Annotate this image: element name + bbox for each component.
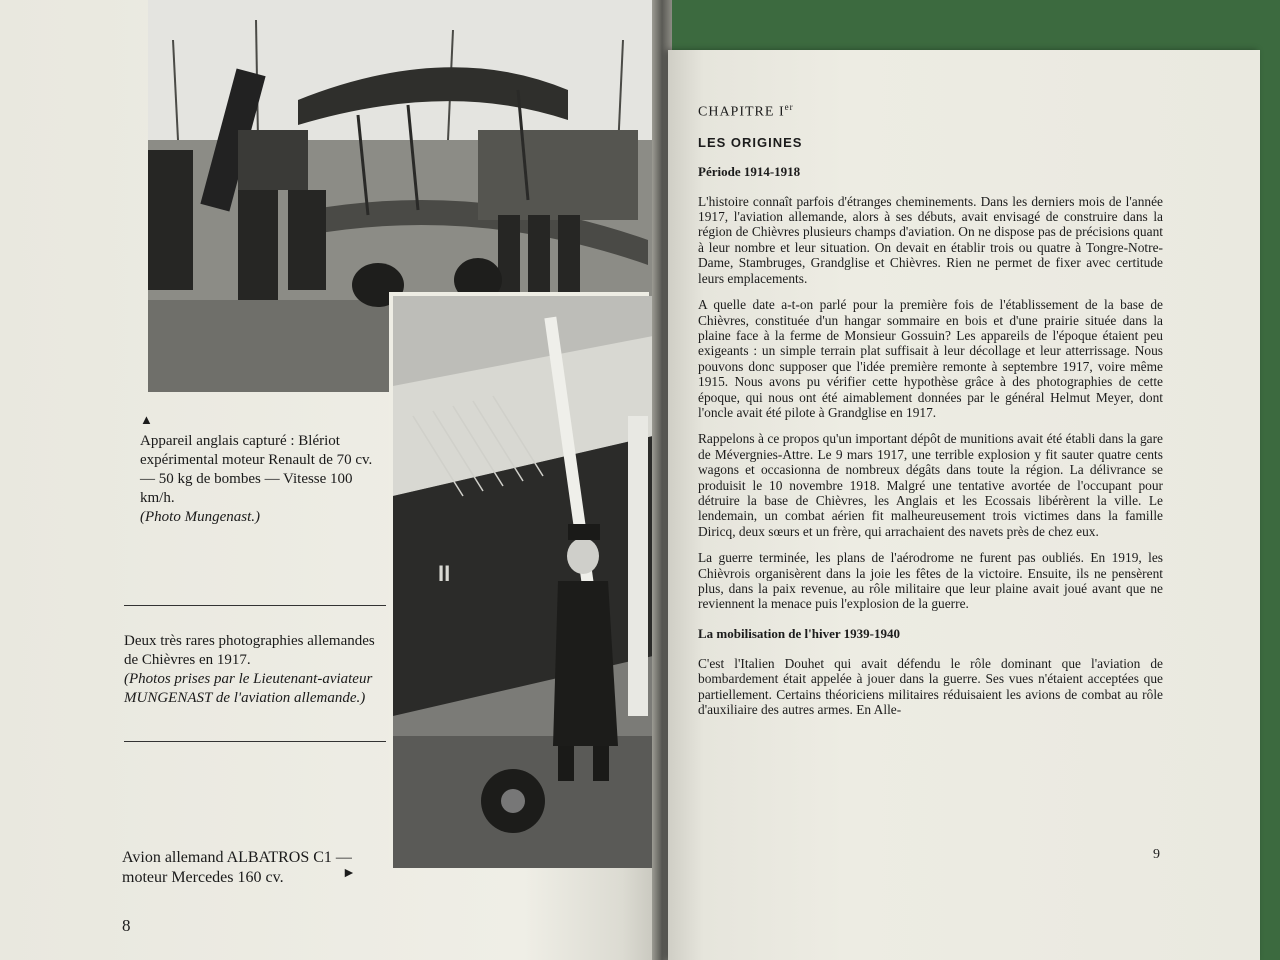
caption-rare-photographs-credit: (Photos prises par le Lieutenant-aviateur MUNGENAST de l'aviation allemande.)	[124, 671, 373, 706]
paragraph: C'est l'Italien Douhet qui avait défendu le rôle dominant que l'aviation de bombardement était appelée à jouer dans la guerre. Ses vues n'étaient acceptées que partiellement. Certains théoriciens militaires réduisaient les avions de combat au rôle d'auxiliaire des autres armes. En Alle-	[698, 655, 1163, 718]
paragraph: A quelle date a-t-on parlé pour la première fois de l'établissement de la base de Chièvres, constituée d'un hangar sommaire en bois et d'une prairie située dans la plaine face à la ferme de Monsieur Gossuin? Les appareils de l'époque étaient peu exigeants : un simple terrain plat suffisait à leur décollage et leur atterrissage. Nous pouvons donc supposer que l'idée première remonte à septembre 1917, voire même 1915. Nous avons pu vérifier cette hypothèse grâce à des photographies de cette époque, qui nous ont été aimablement données par le général Helmut Meyer, dont l'oncle avait été pilote à Grandglise en 1917.	[698, 297, 1163, 420]
caption-arrow-up: ▲	[140, 412, 153, 427]
divider-bottom	[124, 741, 386, 742]
chapter-title: LES ORIGINES	[698, 134, 803, 150]
caption-captured-aircraft-text: Appareil anglais capturé : Blériot expérimental moteur Renault de 70 cv. — 50 kg de bombes — Vitesse 100 km/h.	[140, 433, 373, 506]
text-column	[698, 102, 1163, 728]
chapter-ordinal: er	[784, 102, 794, 112]
photo-albatros-aviator	[393, 296, 653, 868]
page-number-left: 8	[122, 916, 131, 935]
chapter-label: CHAPITRE I	[698, 104, 785, 120]
right-page	[668, 50, 1260, 960]
caption-arrow-right: ►	[342, 866, 356, 881]
caption-captured-aircraft-credit: (Photo Mungenast.)	[140, 509, 260, 525]
paragraph: Rappelons à ce propos qu'un important dépôt de munitions avait été établi dans la gare de Mévergnies-Attre. Le 9 mars 1917, une terrible explosion y fit sauter quatre cents wagons et occasionna de nombreux dégâts dans toute la région. La délivrance se produisit le 10 novembre 1918. Malgré une tentative avortée de l'occupant pour détruire la base de Chièvres, les Anglais et les Ecossais libérèrent la ville. Le lendemain, un combat aérien fit malheureusement trois victimes dans la famille Diricq, deux sœurs et un frère, qui arrachaient des navets près de chez eux.	[698, 431, 1163, 539]
chapter-heading	[698, 102, 1163, 121]
svg-text:II: II	[438, 561, 451, 586]
caption-rare-photographs-text: Deux très rares photographies allemandes de Chièvres en 1917.	[124, 633, 375, 668]
caption-rare-photographs	[124, 632, 384, 708]
page-number-right: 9	[1153, 847, 1160, 862]
divider-top	[124, 605, 386, 606]
paragraph: La guerre terminée, les plans de l'aérodrome ne furent pas oubliés. En 1919, les Chièvrois organisèrent dans la joie les fêtes de la victoire. Ensuite, ils ne pensèrent plus, dans la paix revenue, au rôle militaire que leur plaine avait joué avant que ne reviennent la menace puis l'explosion de la guerre.	[698, 550, 1163, 612]
section-heading-1914-1918: Période 1914-1918	[698, 163, 801, 179]
paragraph: L'histoire connaît parfois d'étranges cheminements. Dans les derniers mois de l'année 1917, l'aviation allemande, alors à ses débuts, avait envisagé de construire dans la région de Chièvres plusieurs champs d'aviation. On ne dispose pas de précisions quant à leur nombre et leur situation. On devait en établir trois ou quatre à Tongre-Notre-Dame, Stambruges, Grandglise et Chièvres. Rien ne permet de fixer avec certitude leurs emplacements.	[698, 193, 1163, 286]
caption-albatros: Avion allemand ALBATROS C1 — moteur Mercedes 160 cv.	[122, 849, 352, 886]
caption-captured-aircraft	[140, 432, 390, 527]
albatros-photo-illustration	[393, 296, 653, 868]
section-heading-mobilisation: La mobilisation de l'hiver 1939-1940	[698, 625, 900, 641]
